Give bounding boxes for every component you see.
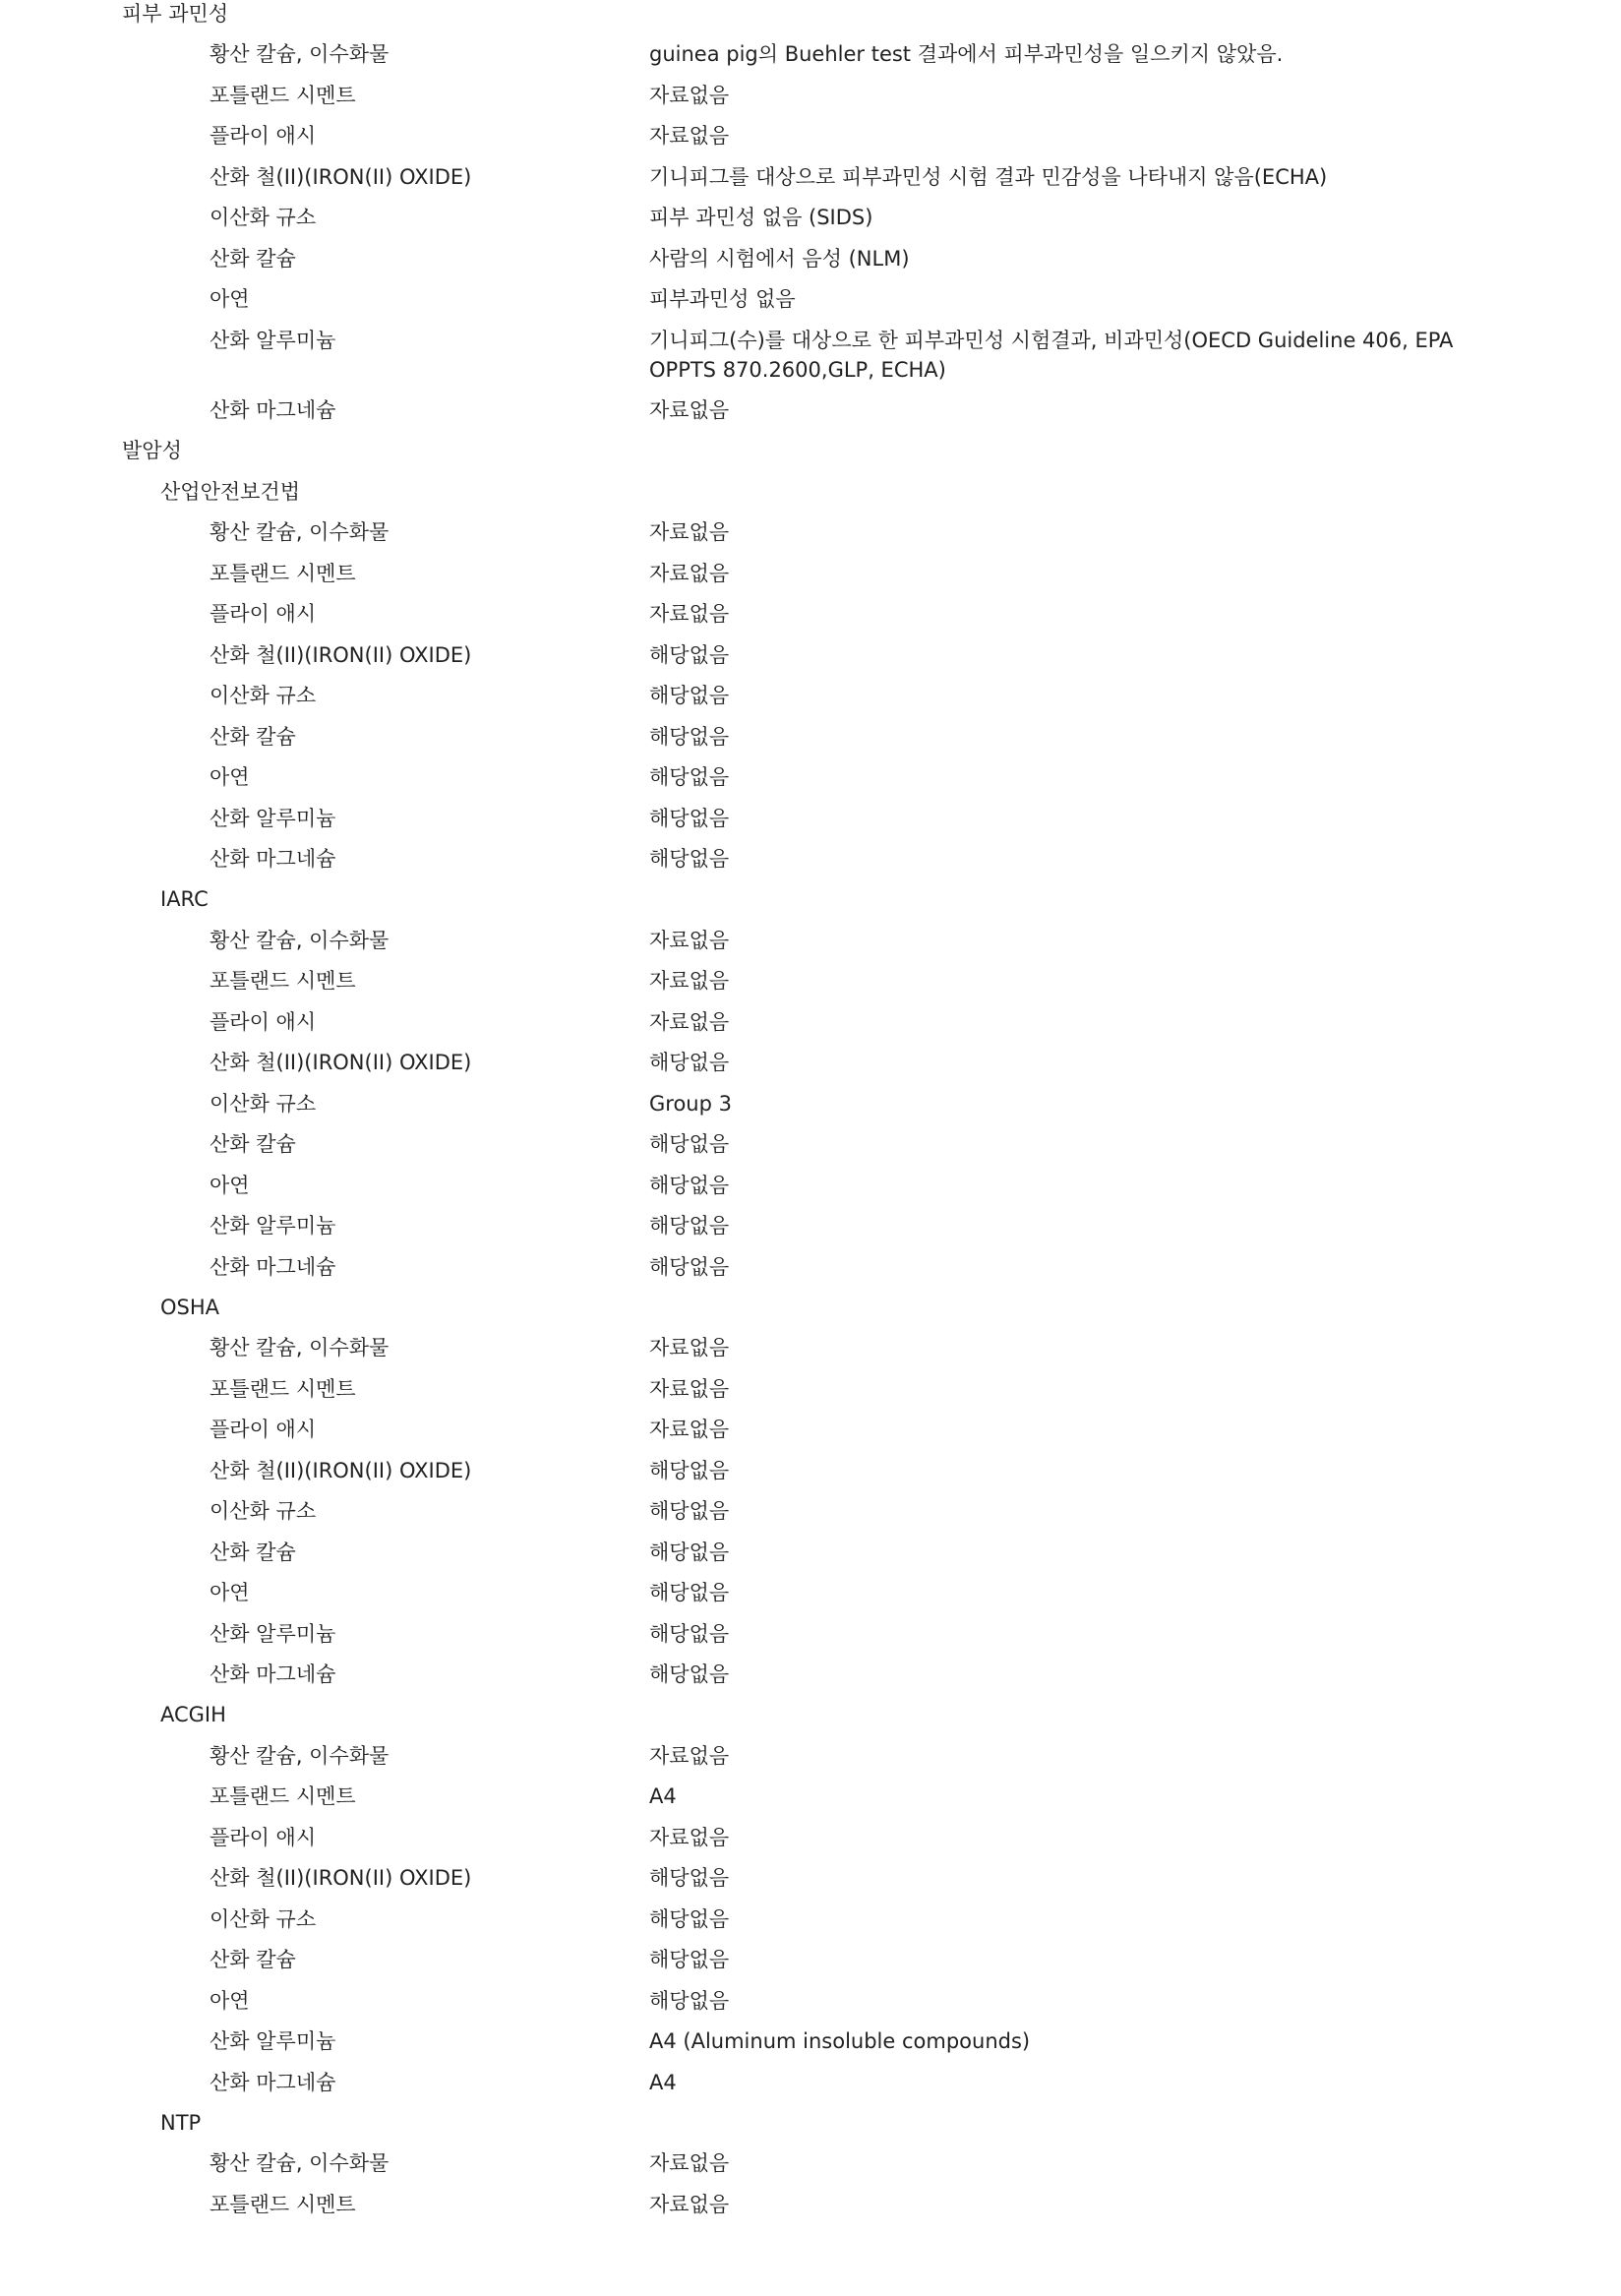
- substance-value: 해당없음: [649, 1541, 730, 1564]
- substance-name: 플라이 애시: [210, 1418, 317, 1441]
- substance-value: 해당없음: [649, 1948, 730, 1971]
- substance-value: 기니피그를 대상으로 피부과민성 시험 결과 민감성을 나타내지 않음(ECHA): [649, 165, 1328, 189]
- substance-name: 산화 알루미늄: [210, 1622, 336, 1646]
- substance-value: 해당없음: [649, 765, 730, 789]
- substance-value: 해당없음: [649, 807, 730, 830]
- substance-name: 아연: [210, 765, 250, 789]
- substance-value: Group 3: [649, 1092, 732, 1116]
- substance-value: 해당없음: [649, 1622, 730, 1646]
- substance-name: 산화 마그네슘: [210, 847, 336, 871]
- substance-name: 산화 마그네슘: [210, 1662, 336, 1686]
- substance-name: 포틀랜드 시멘트: [210, 84, 356, 107]
- substance-name: 포틀랜드 시멘트: [210, 2193, 356, 2216]
- substance-name: 플라이 애시: [210, 602, 317, 626]
- substance-name: 포틀랜드 시멘트: [210, 562, 356, 585]
- substance-value: 해당없음: [649, 1907, 730, 1931]
- substance-value: 해당없음: [649, 1662, 730, 1686]
- substance-name: 아연: [210, 287, 250, 311]
- substance-value: 해당없음: [649, 1989, 730, 2013]
- substance-name: 산화 칼슘: [210, 1132, 296, 1156]
- substance-name: 산화 마그네슘: [210, 2071, 336, 2094]
- substance-name: 산화 철(II)(IRON(II) OXIDE): [210, 1459, 472, 1482]
- group-title: 산업안전보건법: [160, 480, 301, 504]
- substance-name: 아연: [210, 1989, 250, 2013]
- substance-name: 산화 알루미늄: [210, 807, 336, 830]
- substance-name: 아연: [210, 1174, 250, 1197]
- substance-name: 포틀랜드 시멘트: [210, 969, 356, 993]
- substance-name: 산화 철(II)(IRON(II) OXIDE): [210, 1866, 472, 1890]
- substance-value: 해당없음: [649, 1174, 730, 1197]
- substance-value: 자료없음: [649, 124, 730, 148]
- substance-value: 해당없음: [649, 1051, 730, 1074]
- substance-name: 산화 칼슘: [210, 725, 296, 749]
- substance-name: 황산 칼슘, 이수화물: [210, 1336, 390, 1359]
- group-title: OSHA: [160, 1296, 220, 1319]
- substance-value: 사람의 시험에서 음성 (NLM): [649, 247, 910, 271]
- substance-name: 이산화 규소: [210, 1092, 317, 1116]
- substance-value: 자료없음: [649, 1336, 730, 1359]
- substance-value: 해당없음: [649, 1866, 730, 1890]
- substance-name: 산화 철(II)(IRON(II) OXIDE): [210, 1051, 472, 1074]
- substance-value: 해당없음: [649, 1459, 730, 1482]
- substance-value: A4: [649, 1784, 677, 1808]
- substance-value: 자료없음: [649, 1010, 730, 1034]
- substance-name: 황산 칼슘, 이수화물: [210, 2151, 390, 2175]
- substance-name: 산화 알루미늄: [210, 2029, 336, 2053]
- substance-name: 산화 칼슘: [210, 247, 296, 271]
- substance-value: 자료없음: [649, 1826, 730, 1849]
- substance-value: 해당없음: [649, 643, 730, 667]
- substance-name: 산화 마그네슘: [210, 398, 336, 422]
- substance-value: 피부 과민성 없음 (SIDS): [649, 206, 873, 229]
- substance-name: 플라이 애시: [210, 124, 317, 148]
- substance-name: 이산화 규소: [210, 1499, 317, 1523]
- substance-name: 산화 알루미늄: [210, 329, 336, 352]
- section-title: 피부 과민성: [122, 2, 229, 26]
- substance-name: 이산화 규소: [210, 1907, 317, 1931]
- substance-value: 자료없음: [649, 2151, 730, 2175]
- substance-value: 기니피그(수)를 대상으로 한 피부과민성 시험결과, 비과민성(OECD Guideline 406, EPA OPPTS 870.2600,GLP, ECHA): [649, 329, 1454, 382]
- substance-value: 해당없음: [649, 1255, 730, 1279]
- substance-value: 해당없음: [649, 1581, 730, 1604]
- substance-name: 포틀랜드 시멘트: [210, 1784, 356, 1808]
- substance-name: 포틀랜드 시멘트: [210, 1377, 356, 1401]
- substance-value: 해당없음: [649, 725, 730, 749]
- substance-name: 산화 철(II)(IRON(II) OXIDE): [210, 643, 472, 667]
- substance-value: 자료없음: [649, 398, 730, 422]
- substance-name: 이산화 규소: [210, 206, 317, 229]
- substance-name: 산화 칼슘: [210, 1948, 296, 1971]
- substance-name: 황산 칼슘, 이수화물: [210, 1744, 390, 1768]
- substance-name: 황산 칼슘, 이수화물: [210, 42, 390, 66]
- substance-value: guinea pig의 Buehler test 결과에서 피부과민성을 일으키지 않았음.: [649, 42, 1284, 66]
- substance-name: 산화 알루미늄: [210, 1214, 336, 1238]
- substance-name: 황산 칼슘, 이수화물: [210, 929, 390, 952]
- substance-value: 해당없음: [649, 1214, 730, 1238]
- group-title: ACGIH: [160, 1703, 226, 1726]
- group-title: IARC: [160, 887, 209, 911]
- substance-value: 자료없음: [649, 969, 730, 993]
- substance-name: 플라이 애시: [210, 1826, 317, 1849]
- substance-value: 해당없음: [649, 1499, 730, 1523]
- substance-value: 자료없음: [649, 2193, 730, 2216]
- substance-value: 자료없음: [649, 1418, 730, 1441]
- substance-value: 피부과민성 없음: [649, 287, 796, 311]
- substance-value: A4: [649, 2071, 677, 2094]
- substance-value: 자료없음: [649, 929, 730, 952]
- substance-name: 산화 마그네슘: [210, 1255, 336, 1279]
- substance-value: 자료없음: [649, 84, 730, 107]
- substance-value: 해당없음: [649, 684, 730, 707]
- substance-value: 자료없음: [649, 520, 730, 544]
- substance-value: 자료없음: [649, 1744, 730, 1768]
- substance-name: 이산화 규소: [210, 684, 317, 707]
- substance-value: A4 (Aluminum insoluble compounds): [649, 2029, 1031, 2053]
- substance-value: 해당없음: [649, 1132, 730, 1156]
- substance-value: 자료없음: [649, 562, 730, 585]
- substance-name: 플라이 애시: [210, 1010, 317, 1034]
- group-title: NTP: [160, 2111, 202, 2135]
- substance-value: 자료없음: [649, 1377, 730, 1401]
- section-title: 발암성: [122, 439, 182, 462]
- substance-value: 해당없음: [649, 847, 730, 871]
- substance-name: 산화 철(II)(IRON(II) OXIDE): [210, 165, 472, 189]
- substance-value: 자료없음: [649, 602, 730, 626]
- substance-name: 아연: [210, 1581, 250, 1604]
- substance-name: 산화 칼슘: [210, 1541, 296, 1564]
- substance-name: 황산 칼슘, 이수화물: [210, 520, 390, 544]
